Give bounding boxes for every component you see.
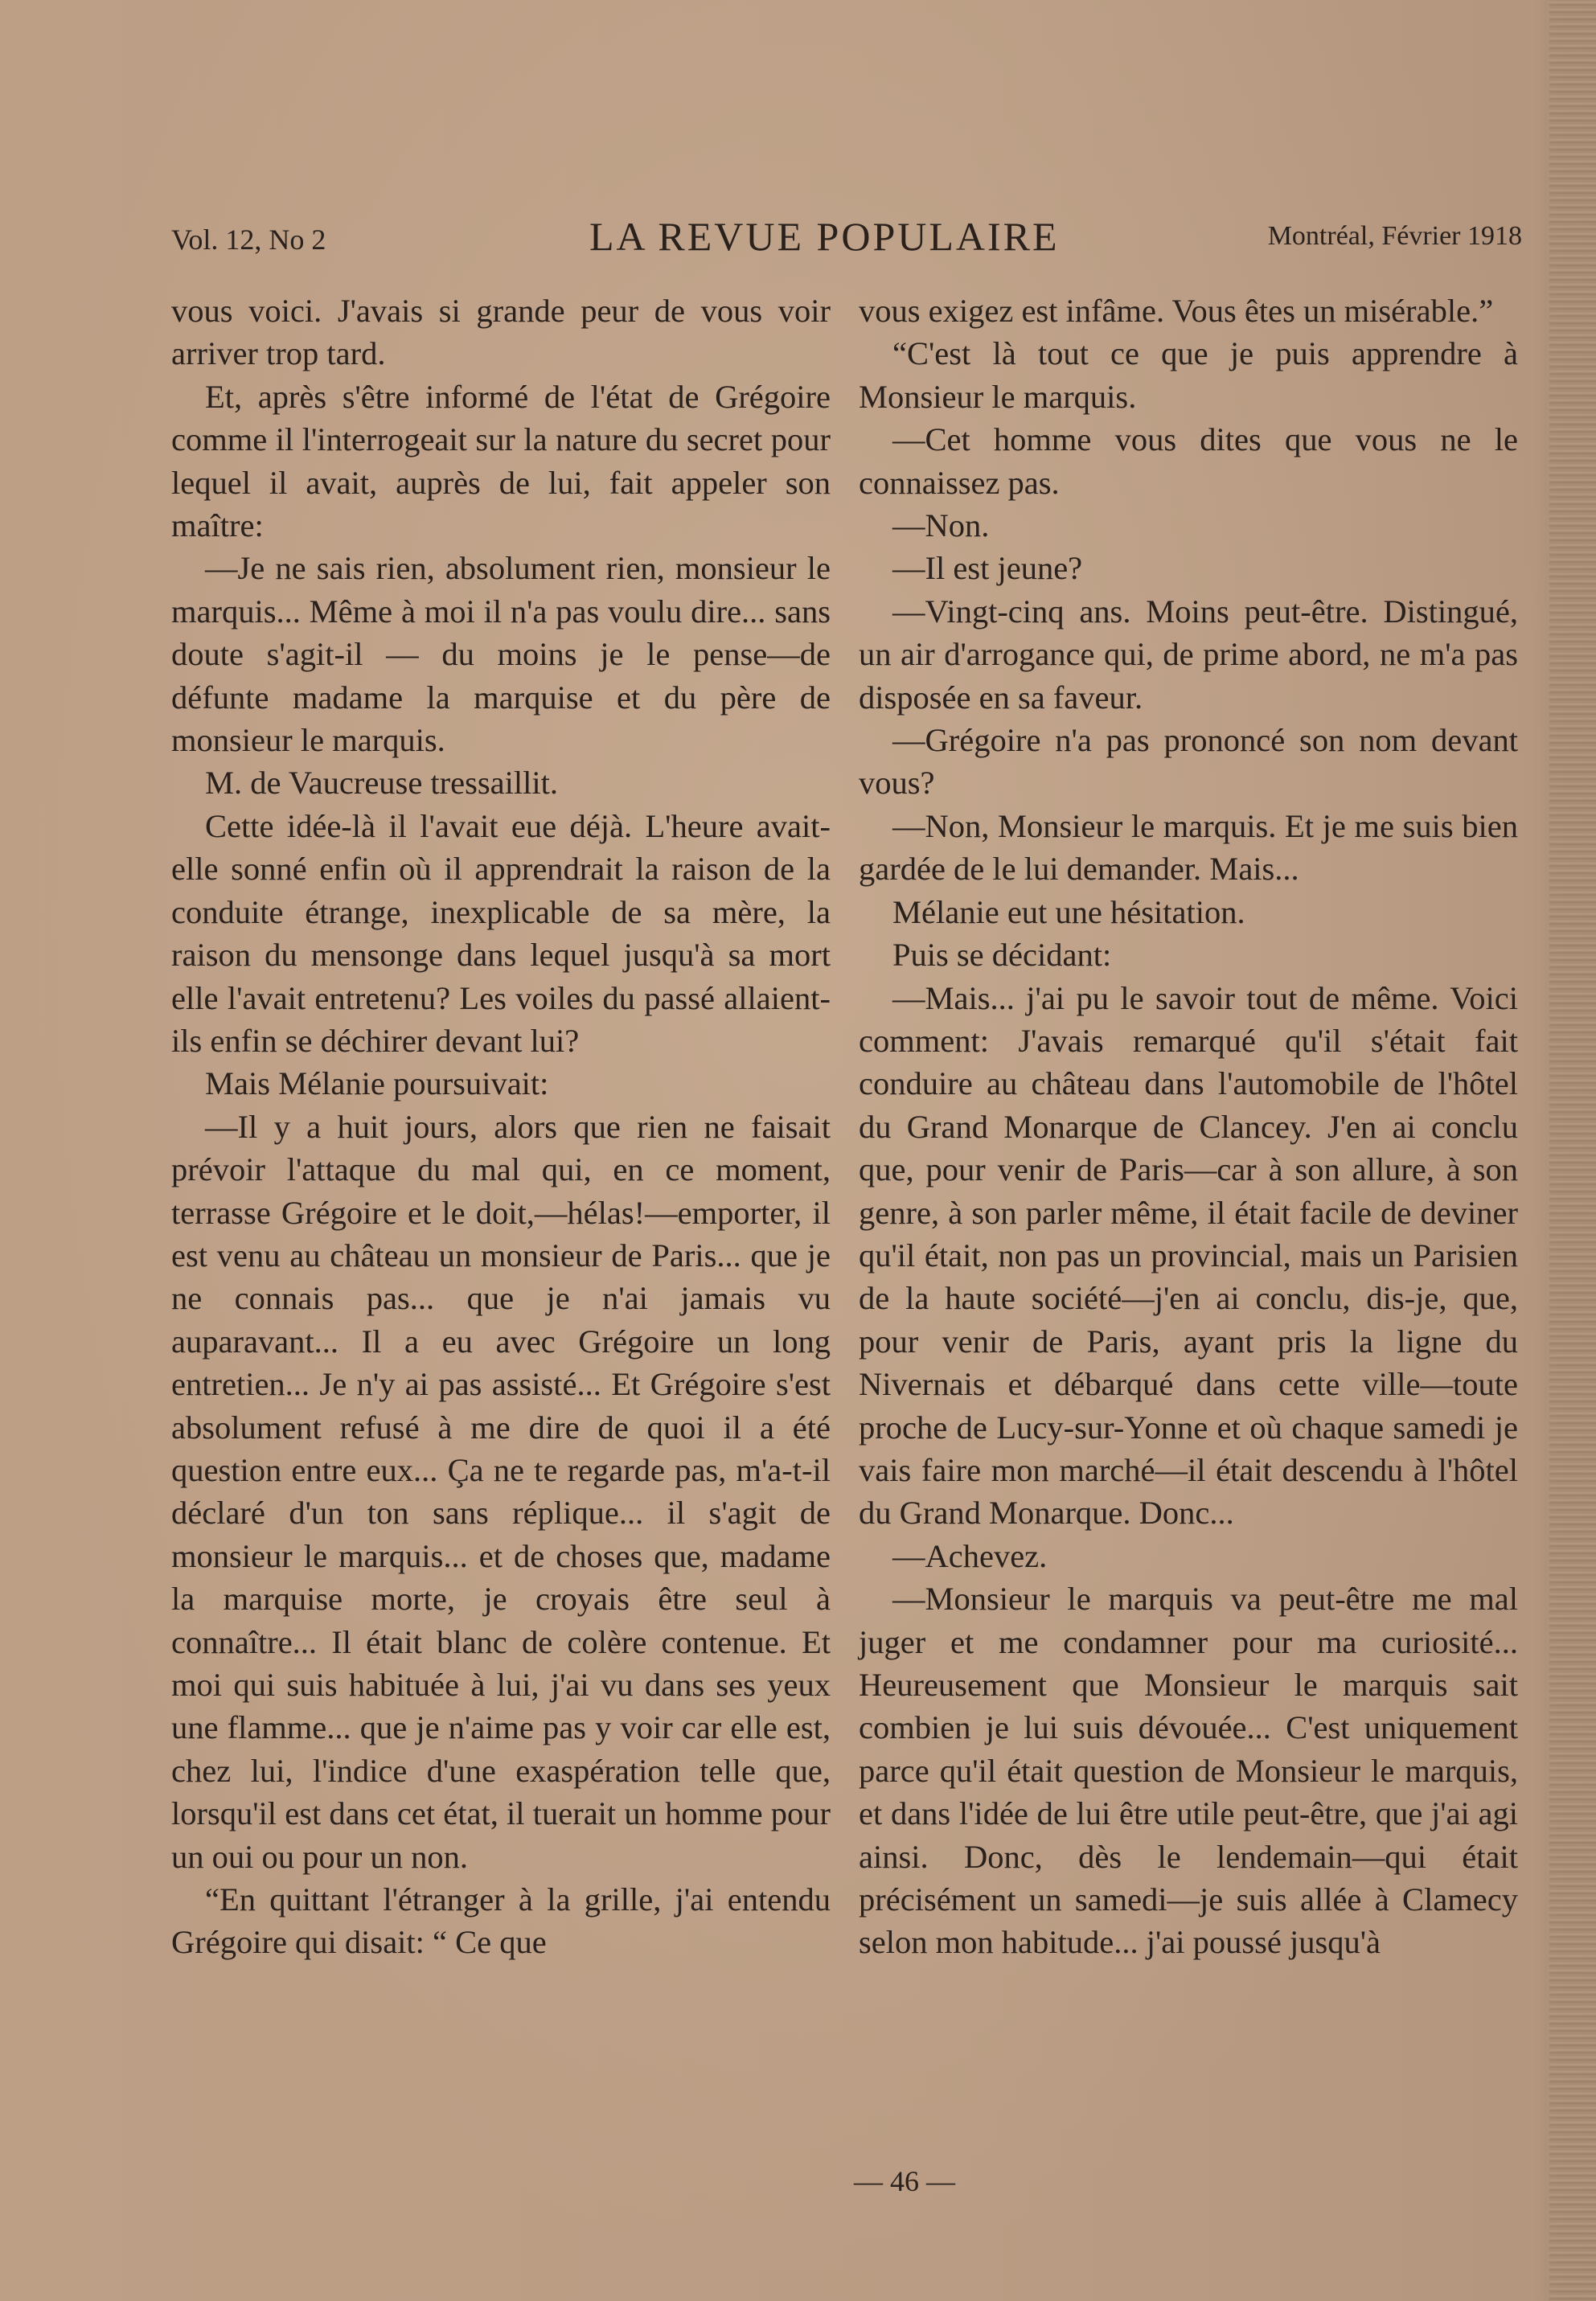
running-header <box>171 213 1522 269</box>
magazine-title: LA REVUE POPULAIRE <box>589 214 1060 259</box>
paragraph: Cette idée-là il l'avait eue déjà. L'heure avait-elle sonné enfin où il apprendrait la raison de la conduite étrange, inexplicable de sa mère, la raison du mensonge dans lequel jusqu'à sa mort elle l'avait entretenu? Les voiles du passé allaient-ils enfin se déchirer devant lui? <box>171 807 831 1059</box>
right-column <box>859 289 1518 1964</box>
paragraph: vous voici. J'avais si grande peur de vous voir arriver trop tard. <box>171 293 831 372</box>
paragraph: M. de Vaucreuse tressaillit. <box>205 765 559 802</box>
issue-date: Montréal, Février 1918 <box>1267 221 1522 251</box>
paragraph: Et, après s'être informé de l'état de Grégoire comme il l'interrogeait sur la nature du secret pour lequel il avait, auprès de lui, fait appeler son maître: <box>171 378 831 544</box>
paragraph: —Non. <box>892 507 990 544</box>
paragraph: Puis se décidant: <box>892 937 1112 974</box>
left-column <box>171 289 831 1964</box>
paragraph: Mélanie eut une hésitation. <box>892 893 1245 930</box>
paragraph: —Vingt-cinq ans. Moins peut-être. Distingué, un air d'arrogance qui, de prime abord, ne m'a pas disposée en sa faveur. <box>859 593 1518 716</box>
paragraph: —Il y a huit jours, alors que rien ne faisait prévoir l'attaque du mal qui, en ce moment, terrasse Grégoire et le doit,—hélas!—emporter, il est venu au château un monsieur de Paris... que je ne connais pas... que je n'ai jamais vu auparavant... Il a eu avec Grégoire un long entretien... Je n'y ai pas assisté... Et Grégoire s'est absolument refusé à me dire de quoi il a été question entre eux... Ça ne te regarde pas, m'a-t-il déclaré d'un ton sans réplique... il s'agit de monsieur le marquis... et de choses que, madame la marquise morte, je croyais être seul à connaître... Il était blanc de colère contenue. Et moi qui suis habituée à lui, j'ai vu dans ses yeux une flamme... que je n'aime pas y voir car elle est, chez lui, l'indice d'une exaspération telle que, lorsqu'il est dans cet état, il tuerait un homme pour un oui ou pour un non. <box>171 1108 831 1875</box>
paragraph: “C'est là tout ce que je puis apprendre à Monsieur le marquis. <box>859 335 1518 415</box>
paragraph: vous exigez est infâme. Vous êtes un misérable.” <box>859 293 1494 329</box>
paragraph: —Cet homme vous dites que vous ne le connaissez pas. <box>859 421 1518 501</box>
page-number: — 46 — <box>854 2165 955 2197</box>
paragraph: —Non, Monsieur le marquis. Et je me suis bien gardée de le lui demander. Mais... <box>859 807 1518 888</box>
page-edge <box>1549 0 1596 2301</box>
paragraph: —Monsieur le marquis va peut-être me mal juger et me condamner pour ma curiosité... Heureusement que Monsieur le marquis sait combien je lui suis dévouée... C'est uniquement parce qu'il était question de Monsieur le marquis, et dans l'idée de lui être utile peut-être, que j'ai agi ainsi. Donc, dès le lendemain—qui était précisément un samedi—je suis allée à Clamecy selon mon habitude... j'ai poussé jusqu'à <box>859 1581 1518 1961</box>
paragraph: —Il est jeune? <box>892 550 1083 587</box>
paragraph: —Grégoire n'a pas prononcé son nom devant vous? <box>859 722 1518 802</box>
paragraph: “En quittant l'étranger à la grille, j'ai entendu Grégoire qui disait: “ Ce que <box>171 1881 831 1961</box>
paragraph: —Mais... j'ai pu le savoir tout de même. Voici comment: J'avais remarqué qu'il s'était fait conduire au château dans l'automobile de l'hôtel du Grand Monarque de Clancey. J'en ai conclu que, pour venir de Paris—car à son allure, à son genre, à son parler même, il était facile de deviner qu'il était, non pas un provincial, mais un Parisien de la haute société—j'en ai conclu, dis-je, que, pour venir de Paris, ayant pris la ligne du Nivernais et débarqué dans cette ville—toute proche de Lucy-sur-Yonne et où chaque samedi je vais faire mon marché—il était descendu à l'hôtel du Grand Monarque. Donc... <box>859 979 1518 1532</box>
volume-number: Vol. 12, No 2 <box>171 224 326 256</box>
paragraph: Mais Mélanie poursuivait: <box>205 1065 549 1102</box>
paragraph: —Je ne sais rien, absolument rien, monsieur le marquis... Même à moi il n'a pas voulu dire... sans doute s'agit-il — du moins je le pense—de défunte madame la marquise et du père de monsieur le marquis. <box>171 550 831 759</box>
paragraph: —Achevez. <box>892 1537 1048 1574</box>
